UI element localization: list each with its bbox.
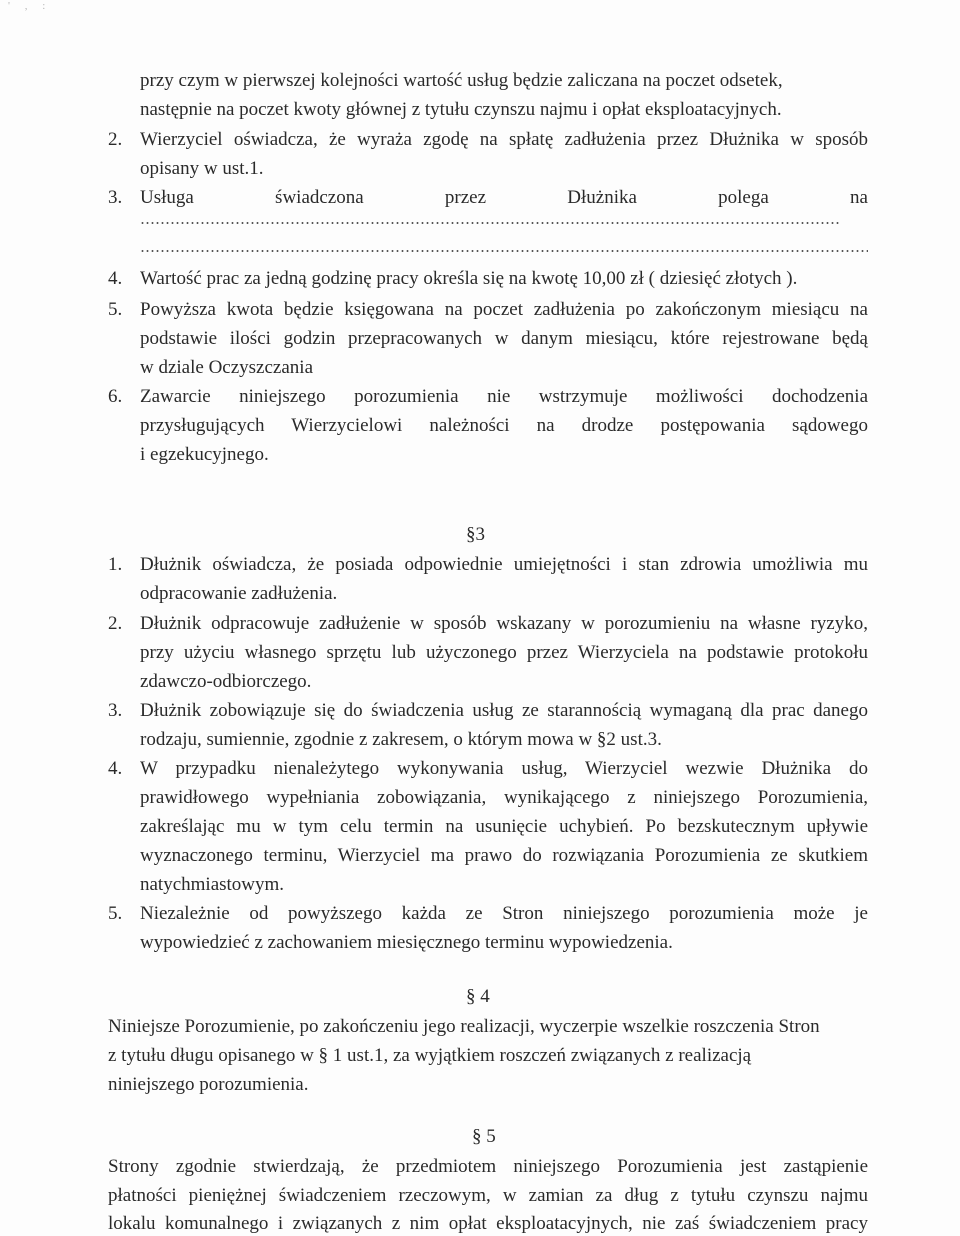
item-number: 4. bbox=[108, 268, 123, 289]
s3-item-2-line-3: zdawczo-odbiorczego. bbox=[140, 671, 312, 692]
s3-item-4-line-1: W przypadku nienależytego wykonywania usług, Wierzyciel wezwie Dłużnika do bbox=[140, 758, 868, 779]
item-number: 3. bbox=[108, 700, 123, 721]
s3-item-5-line-1: Niezależnie od powyższego każda ze Stron niniejszego porozumienia może je bbox=[140, 903, 868, 924]
s3-item-5-line-2: wypowiedzieć z zachowaniem miesięcznego terminu wypowiedzenia. bbox=[140, 932, 673, 953]
item-6-line-2: przysługujących Wierzycielowi należności na drodze postępowania sądowego bbox=[140, 415, 868, 436]
s3-item-4-line-4: wyznaczonego terminu, Wierzyciel ma prawo do rozwiązania Porozumienia ze skutkiem bbox=[140, 845, 868, 866]
item-number: 2. bbox=[108, 129, 123, 150]
item-6-line-1: Zawarcie niniejszego porozumienia nie wstrzymuje możliwości dochodzenia bbox=[140, 386, 868, 407]
item-3-word: przez bbox=[444, 187, 487, 208]
continuation-line-2: następnie na poczet kwoty głównej z tytułu czynszu najmu i opłat eksploatacyjnych. bbox=[140, 99, 782, 120]
s3-item-4-line-5: natychmiastowym. bbox=[140, 874, 285, 895]
continuation-line-1: przy czym w pierwszej kolejności wartość usług będzie zaliczana na poczet odsetek, bbox=[140, 70, 783, 91]
s5-line-2: płatności pieniężnej świadczeniem rzeczowym, w zamian za dług z tytułu czynszu najmu bbox=[108, 1185, 868, 1206]
item-4-line-1: Wartość prac za jedną godzinę pracy określa się na kwotę 10,00 zł ( dziesięć złotych ). bbox=[140, 268, 798, 289]
s3-item-1-line-1: Dłużnik oświadcza, że posiada odpowiednie umiejętności i stan zdrowia umożliwia mu bbox=[140, 554, 868, 575]
item-number: 6. bbox=[108, 386, 123, 407]
item-number: 5. bbox=[108, 903, 123, 924]
fill-in-dotted-line bbox=[140, 222, 840, 224]
section-heading-3: §3 bbox=[466, 524, 485, 545]
item-3-word: świadczona bbox=[275, 187, 364, 208]
item-5-line-1: Powyższa kwota będzie księgowana na poczet zadłużenia po zakończonym miesiącu na bbox=[140, 299, 868, 320]
section-heading-4: § 4 bbox=[466, 986, 490, 1007]
item-number: 2. bbox=[108, 613, 123, 634]
item-6-line-3: i egzekucyjnego. bbox=[140, 444, 269, 465]
item-2-line-1: Wierzyciel oświadcza, że wyraża zgodę na spłatę zadłużenia przez Dłużnika w sposób bbox=[140, 129, 868, 150]
s5-line-1: Strony zgodnie stwierdzają, że przedmiotem niniejszego Porozumienia jest zastąpienie bbox=[108, 1156, 868, 1177]
item-number: 4. bbox=[108, 758, 123, 779]
s4-line-3: niniejszego porozumienia. bbox=[108, 1074, 309, 1095]
fill-in-dotted-line bbox=[140, 250, 868, 252]
section-heading-5: § 5 bbox=[472, 1126, 496, 1147]
s3-item-3-line-1: Dłużnik zobowiązuje się do świadczenia usług ze starannością wymaganą dla prac danego bbox=[140, 700, 868, 721]
s4-line-2: z tytułu długu opisanego w § 1 ust.1, za wyjątkiem roszczeń związanych z realizacją bbox=[108, 1045, 752, 1066]
item-5-line-2: podstawie ilości godzin przepracowanych w danym miesiącu, które rejestrowane będą bbox=[140, 328, 868, 349]
item-2-line-2: opisany w ust.1. bbox=[140, 158, 264, 179]
item-3-word: polega bbox=[718, 187, 769, 208]
item-3-word: Dłużnika bbox=[567, 187, 637, 208]
item-number: 5. bbox=[108, 299, 123, 320]
item-number: 3. bbox=[108, 187, 123, 208]
scan-marks: ' , : bbox=[8, 0, 52, 12]
item-3-word: Usługa bbox=[140, 187, 194, 208]
s3-item-3-line-2: rodzaju, sumiennie, zgodnie z zakresem, o którym mowa w §2 ust.3. bbox=[140, 729, 662, 750]
s3-item-2-line-1: Dłużnik odpracowuje zadłużenie w sposób wskazany w porozumieniu na własne ryzyko, bbox=[140, 613, 868, 634]
s3-item-1-line-2: odpracowanie zadłużenia. bbox=[140, 583, 338, 604]
s3-item-4-line-3: zakreślając mu w tym celu termin na usunięcie uchybień. Po bezskutecznym upływie bbox=[140, 816, 868, 837]
item-3-line-1 bbox=[140, 186, 868, 210]
s3-item-4-line-2: prawidłowego wypełniania zobowiązania, wynikającego z niniejszego Porozumienia, bbox=[140, 787, 868, 808]
item-3-word: na bbox=[850, 187, 868, 208]
s3-item-2-line-2: przy użyciu własnego sprzętu lub użyczonego przez Wierzyciela na podstawie protokołu bbox=[140, 642, 868, 663]
item-number: 1. bbox=[108, 554, 123, 575]
s5-line-3: lokalu komunalnego i związanych z nim opłat eksploatacyjnych, nie zaś świadczeniem pracy bbox=[108, 1213, 868, 1234]
item-5-line-3: w dziale Oczyszczania bbox=[140, 357, 314, 378]
s4-line-1: Niniejsze Porozumienie, po zakończeniu jego realizacji, wyczerpie wszelkie roszczenia Stron bbox=[108, 1016, 820, 1037]
